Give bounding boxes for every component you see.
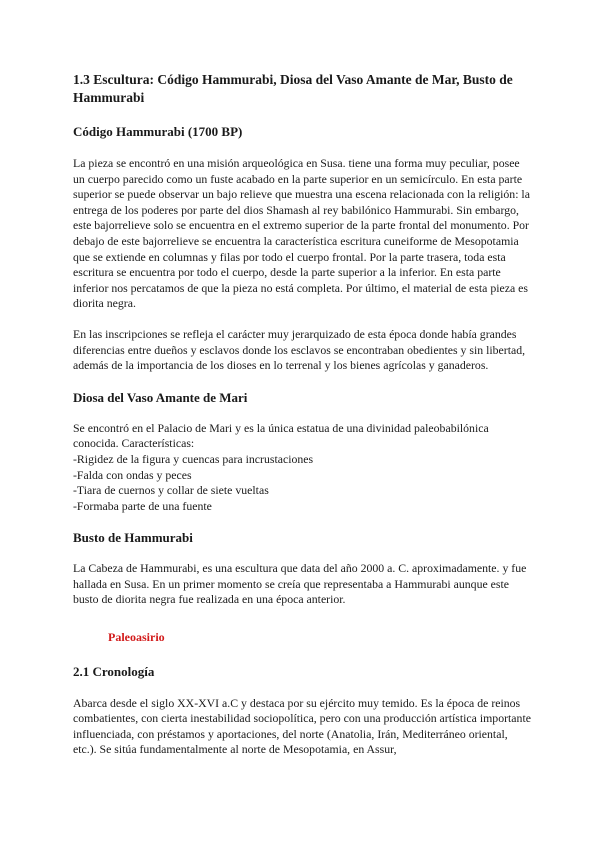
paragraph-diosa: Se encontró en el Palacio de Mari y es la única estatua de una divinidad paleobabilónica conocida. Características: [73,420,489,451]
list-item: -Falda con ondas y peces [73,467,192,482]
paragraph-busto: La Cabeza de Hammurabi, es una escultura que data del año 2000 a. C. aproximadamente. y fue hallada en Susa. En un primer momento se creía que representaba a Hammurabi aunque este busto de diorita negra fue realizada en una época anterior. [73,561,527,607]
section-title: 1.3 Escultura: Código Hammurabi, Diosa del Vaso Amante de Mar, Busto de Hammurabi [73,72,513,105]
paragraph-codigo-2: En las inscripciones se refleja el carácter muy jerarquizado de esta época donde había grandes diferencias entre dueños y esclavos donde los esclavos se encontraban obedientes y sin libertad, además de la importancia de los dioses en lo terrenal y los bienes agrícolas y ganaderos. [73,326,526,373]
paragraph-codigo-1: La pieza se encontró en una misión arqueológica en Susa. tiene una forma muy peculiar, posee un cuerpo parecido como un fuste acabado en la parte superior en un semicírculo. En esta parte superior se puede observar un bajo relieve que muestra una escena relacionada con la religión: la entrega de los poderes por parte del dios Shamash al rey babilónico Hammurabi. Sin embargo, este bajorrelieve solo se encuentra en el extremo superior de la parte frontal del monumento. Por debajo de este bajorrelieve se encuentra la característica escritura cuneiforme de Mesopotamia que se extiende en columnas y filas por todo el cuerpo frontal. Por la parte trasera, toda esta escritura se encuentra por todo el cuerpo, desde la parte superior a la inferior. En esta parte inferior nos percatamos de que la pieza no está completa. Por último, el material de esta pieza es diorita negra. [73,156,530,311]
list-item: -Rigidez de la figura y cuencas para incrustaciones [73,451,314,466]
paragraph-cronologia: Abarca desde el siglo XX-XVI a.C y destaca por su ejército muy temido. Es la época de reinos combatientes, con cierta inestabilidad sociopolítica, pero con una producción artística importante influenciada, con préstamos y aportaciones, del norte (Anatolia, Irán, Mediterráneo oriental, etc.). Se sitúa fundamentalmente al norte de Mesopotamia, en Assur, [73,695,531,757]
list-item: -Formaba parte de una fuente [73,498,212,513]
paleoasirio-label: Paleoasirio [108,630,165,645]
list-item: -Tiara de cuernos y collar de siete vueltas [73,483,269,498]
document-body [73,71,533,758]
heading-busto: Busto de Hammurabi [73,530,193,546]
diosa-characteristics-list [73,452,533,514]
heading-cronologia: 2.1 Cronología [73,663,155,679]
heading-codigo-hammurabi: Código Hammurabi (1700 BP) [73,124,243,139]
heading-diosa: Diosa del Vaso Amante de Mari [73,389,248,405]
